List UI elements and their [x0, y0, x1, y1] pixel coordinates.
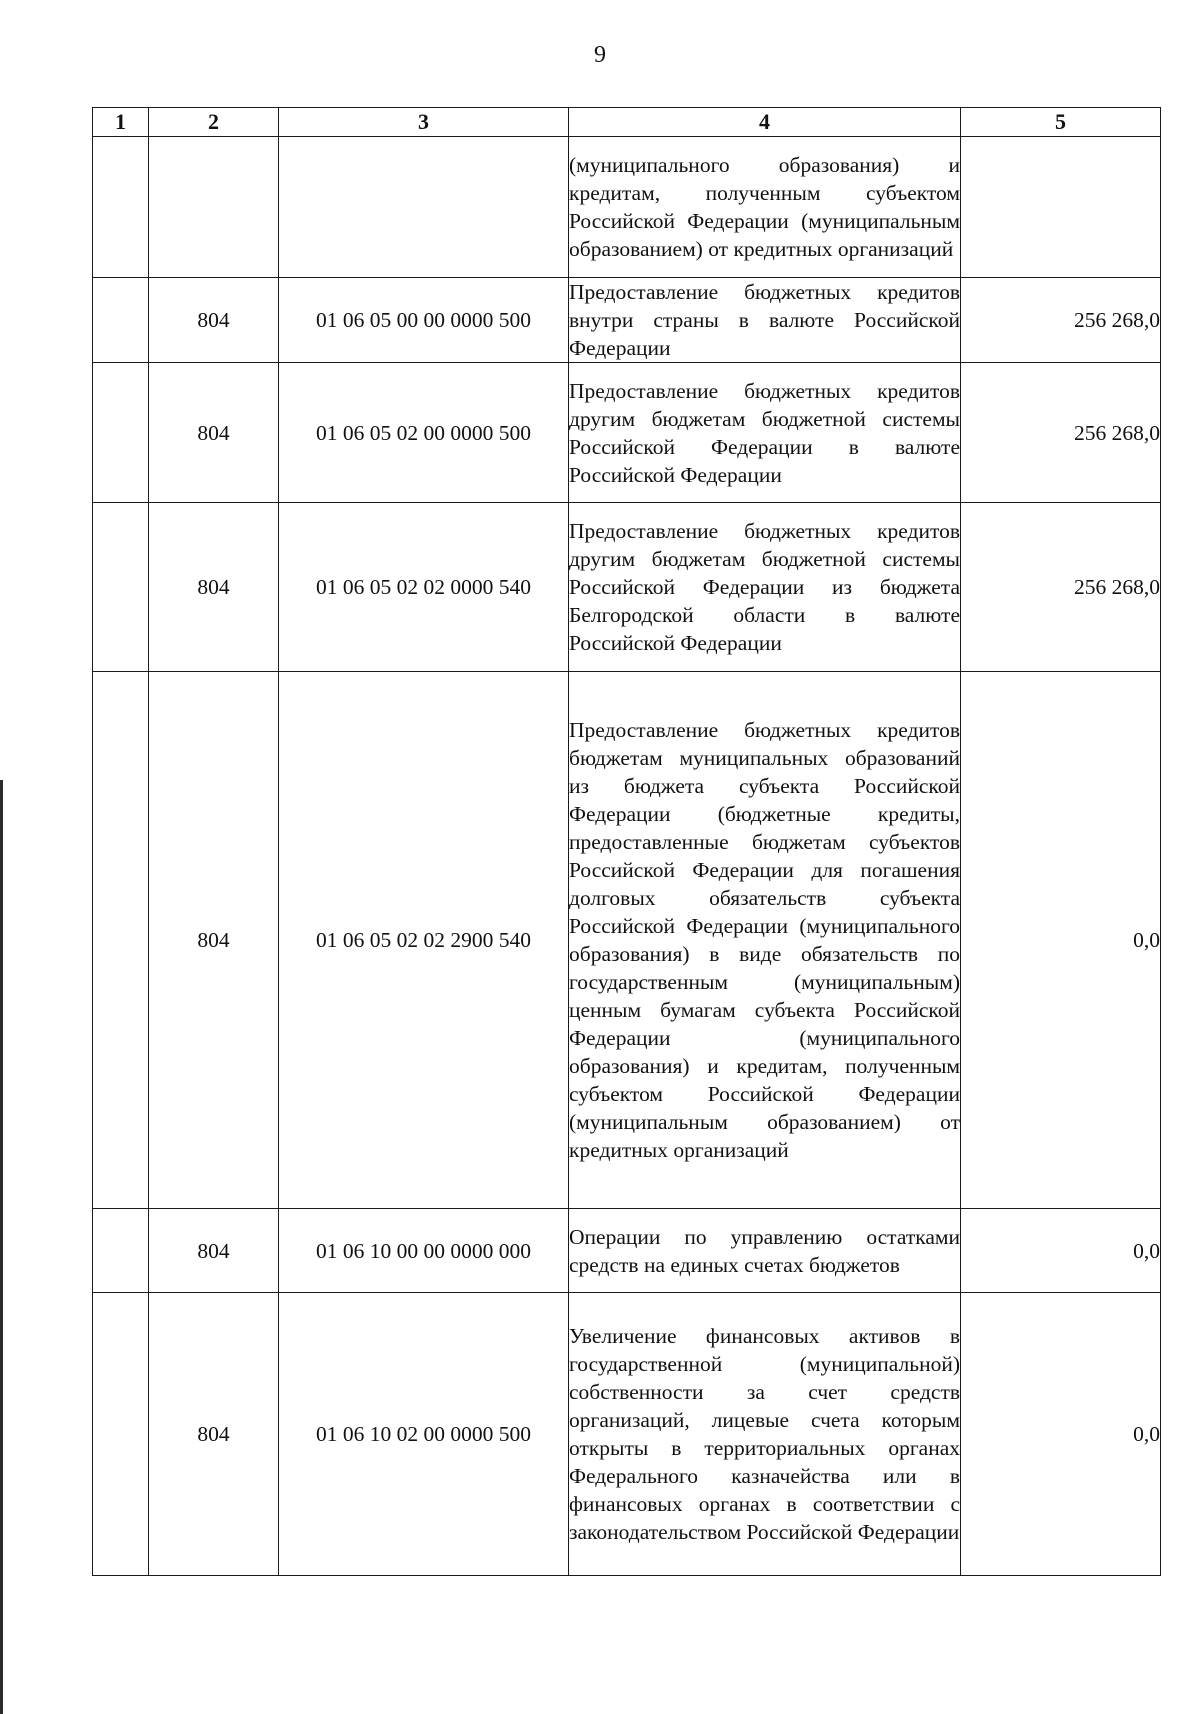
source-name	[569, 137, 961, 278]
budget-code: 01 06 10 00 00 0000 000	[279, 1209, 569, 1293]
source-name-text: Предоставление бюджетных кредитов бюджетам муниципальных образований из бюджета субъекта Российской Федерации (бюджетные кредиты, предоставленные бюджетам субъектов Российской Федерации для погашения долговых обязательств субъекта Российской Федерации (муниципального образования) в виде обязательств по государственным (муниципальным) ценным бумагам субъекта Российской Федерации (муниципального образования) и кредитам, полученным субъектом Российской Федерации (муниципальным образованием) от кредитных организаций	[569, 718, 960, 1162]
table-header-row	[93, 108, 1161, 137]
source-name-text: Предоставление бюджетных кредитов другим бюджетам бюджетной системы Российской Федерации в валюте Российской Федерации	[569, 378, 960, 487]
table-row	[93, 278, 1161, 363]
admin-code: 804	[149, 672, 279, 1209]
source-name-text: Увеличение финансовых активов в государственной (муниципальной) собственности за счет средств организаций, лицевые счета которым открыты в территориальных органах Федерального казначейства или в финансовых органах в соответствии с законодательством Российской Федерации	[569, 1324, 960, 1544]
source-name	[569, 503, 961, 672]
budget-code	[279, 137, 569, 278]
page-number: 9	[594, 42, 606, 68]
amount: 256 268,0	[961, 363, 1161, 503]
table-row	[93, 672, 1161, 1209]
admin-code	[149, 137, 279, 278]
source-name	[569, 1209, 961, 1293]
amount: 0,0	[961, 1209, 1161, 1293]
amount: 256 268,0	[961, 503, 1161, 672]
source-name-text: (муниципального образования) и кредитам, полученным субъектом Российской Федерации (муниципальным образованием) от кредитных организаций	[569, 153, 960, 261]
amount: 0,0	[961, 672, 1161, 1209]
row-col1	[93, 363, 149, 503]
row-col1	[93, 672, 149, 1209]
budget-code: 01 06 05 02 02 0000 540	[279, 503, 569, 672]
source-name	[569, 672, 961, 1209]
row-col1	[93, 278, 149, 363]
header-col-1: 1	[93, 108, 149, 137]
header-col-3: 3	[279, 108, 569, 137]
amount	[961, 137, 1161, 278]
source-name	[569, 1293, 961, 1576]
source-name-text: Предоставление бюджетных кредитов другим бюджетам бюджетной системы Российской Федерации из бюджета Белгородской области в валюте Российской Федерации	[569, 519, 960, 655]
source-name	[569, 363, 961, 503]
table-row	[93, 1293, 1161, 1576]
source-name	[569, 278, 961, 363]
budget-code: 01 06 05 00 00 0000 500	[279, 278, 569, 363]
amount: 256 268,0	[961, 278, 1161, 363]
table-row	[93, 503, 1161, 672]
budget-code: 01 06 10 02 00 0000 500	[279, 1293, 569, 1576]
row-col1	[93, 503, 149, 672]
row-col1	[93, 1209, 149, 1293]
source-name-text: Операции по управлению остатками средств на единых счетах бюджетов	[569, 1224, 960, 1277]
admin-code: 804	[149, 1209, 279, 1293]
header-col-2: 2	[149, 108, 279, 137]
amount: 0,0	[961, 1293, 1161, 1576]
budget-code: 01 06 05 02 02 2900 540	[279, 672, 569, 1209]
budget-sources-table	[92, 107, 1161, 1576]
row-col1	[93, 1293, 149, 1576]
scan-edge-shadow	[0, 780, 3, 1714]
header-col-5: 5	[961, 108, 1161, 137]
admin-code: 804	[149, 363, 279, 503]
row-col1	[93, 137, 149, 278]
admin-code: 804	[149, 503, 279, 672]
budget-code: 01 06 05 02 00 0000 500	[279, 363, 569, 503]
source-name-text: Предоставление бюджетных кредитов внутри страны в валюте Российской Федерации	[569, 280, 960, 360]
admin-code: 804	[149, 278, 279, 363]
table-row	[93, 1209, 1161, 1293]
header-col-4: 4	[569, 108, 961, 137]
table-row	[93, 137, 1161, 278]
admin-code: 804	[149, 1293, 279, 1576]
table-row	[93, 363, 1161, 503]
